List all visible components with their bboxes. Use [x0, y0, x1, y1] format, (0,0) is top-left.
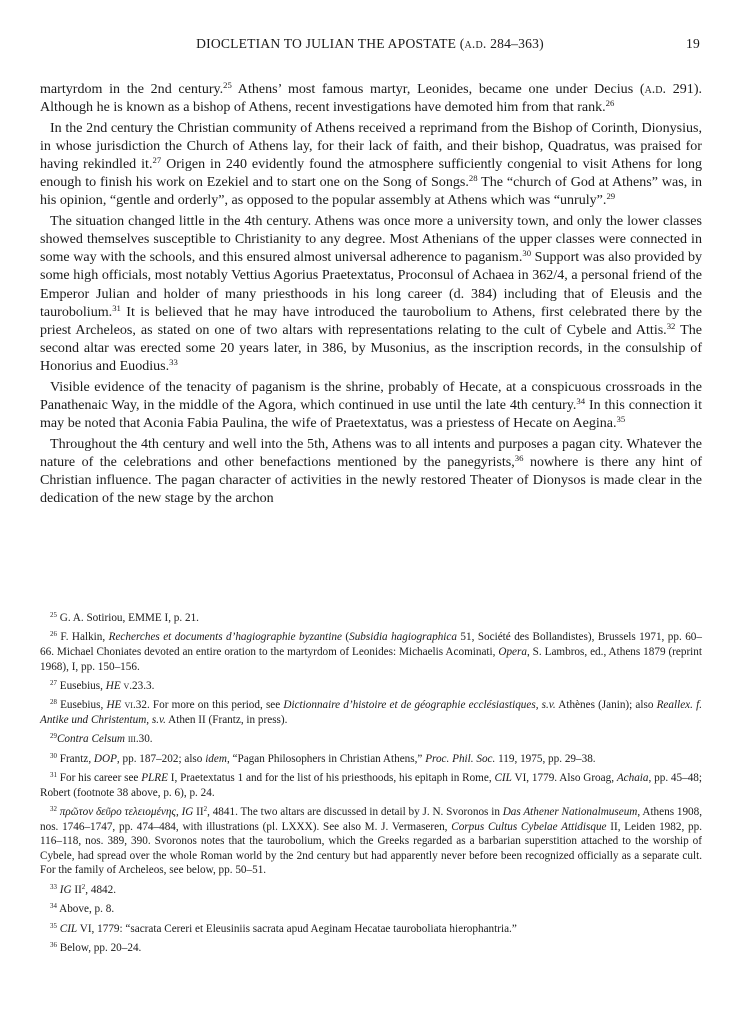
text: Eusebius, — [56, 699, 107, 712]
footnote-28 — [40, 698, 702, 727]
text: , Athens 1908, nos. 1746–1747, pp. 474–484, with illustrations (pl. LXXX). See also M. J. Vermaseren, — [40, 806, 703, 833]
text: The second altar was erected some 20 years later, in 386, by Musonius, as the inscription records, in the consulship of Honorius and Euodius. — [40, 321, 702, 374]
footnote-number: 25 — [50, 610, 57, 619]
series-title: Subsidia hagiographica — [349, 631, 457, 644]
paragraph-1 — [40, 80, 702, 116]
footnote-number: 36 — [50, 941, 57, 950]
page-number: 19 — [686, 36, 700, 51]
footnote-number: 28 — [50, 698, 57, 707]
journal-title: Proc. Phil. Soc. — [425, 752, 496, 765]
paragraph-2 — [40, 119, 702, 209]
chapter-dates: (a.d. 284–363) — [459, 36, 544, 51]
text: I, Praetextatus 1 and for the list of his priesthoods, his epitaph in Rome, — [167, 772, 495, 785]
footnote-ref-36[interactable]: 36 — [514, 452, 524, 463]
greek-quote: πρῶτον δεῦρο τελειομένης — [59, 806, 176, 819]
footnote-25 — [40, 611, 702, 626]
book-title: Recherches et documents d’hagiographie byzantine — [108, 631, 342, 644]
work-title: Contra Celsum — [56, 733, 126, 746]
footnote-35 — [40, 922, 702, 937]
text: It is believed that he may have introduced the taurobolium to Athens, first celebrated there by the priest Archeleos, as stated on one of two altars with representations relating to the cult of Cybele and Attis. — [40, 303, 702, 338]
text: For his career see — [56, 772, 142, 785]
footnote-number: 30 — [50, 751, 57, 760]
book-number: iii — [127, 733, 136, 746]
edition-superscript: 2 — [203, 805, 208, 814]
footnote-number: 33 — [50, 882, 57, 891]
text: Frantz, — [56, 752, 94, 765]
footnote-30 — [40, 752, 702, 767]
edition-superscript: 2 — [81, 882, 86, 891]
footnote-number: 34 — [50, 902, 57, 911]
paragraph-5 — [40, 435, 702, 507]
work-title: idem — [205, 752, 227, 765]
footnote-ref-32[interactable]: 32 — [666, 320, 676, 331]
chapter-title: DIOCLETIAN TO JULIAN THE APOSTATE — [196, 36, 457, 51]
text: nowhere is there any hint of Christian influence. The pagan character of activities in the newly restored Theater of Dionysos is made clear in the dedication of the new stage by the archon — [40, 453, 702, 507]
book-number: vi — [124, 699, 133, 712]
footnote-34 — [40, 902, 702, 917]
running-head — [40, 36, 700, 58]
text: II — [193, 806, 204, 819]
footnote-ref-30[interactable]: 30 — [522, 248, 532, 259]
text: Origen in 240 evidently found the atmosphere sufficiently congenial to visit Athens for long enough to finish his work on Ezekiel and to start one on the Song of Songs. — [40, 156, 702, 191]
footnote-number: 35 — [50, 921, 57, 930]
text: Visible evidence of the tenacity of paganism is the shrine, probably of Hecate, at a conspicuous crossroads in the Panathenaic Way, in the middle of the Agora, which continued in use until the late 4th century. — [40, 378, 702, 413]
paragraph-3 — [40, 212, 702, 374]
text: 291). Although he is known as a bishop of Athens, recent investigations have demoted him from that rank. — [40, 81, 703, 116]
work-title: IG — [181, 806, 194, 819]
text: ( — [341, 631, 350, 644]
work-title: IG — [59, 883, 72, 896]
work-title: Dictionnaire d’histoire et de géographie ecclésiastiques, s.v. — [283, 699, 556, 712]
footnote-ref-35[interactable]: 35 — [616, 413, 626, 424]
work-title: DOP — [93, 752, 117, 765]
footnote-ref-26[interactable]: 26 — [605, 98, 615, 108]
running-title — [40, 36, 700, 52]
text: F. Halkin, — [56, 631, 109, 644]
footnote-27 — [40, 679, 702, 694]
work-title: PLRE — [141, 772, 168, 785]
book-number: v — [123, 679, 130, 692]
work-title: CIL — [59, 922, 78, 935]
footnote-ref-29[interactable]: 29 — [606, 191, 616, 202]
footnote-ref-25[interactable]: 25 — [223, 79, 232, 90]
work-title: HE — [105, 679, 121, 692]
text: Support was also provided by some high officials, most notably Vettius Agorius Praetextatus, Proconsul of Achaea in 362/4, a personal friend of the Emperor Julian and holder of many priesthoods in his long career (d. 384) including that of Eleusis and the taurobolium. — [40, 249, 702, 320]
text: .32. For more on this period, see — [132, 699, 284, 712]
footnote-33 — [40, 883, 702, 898]
footnote-36 — [40, 941, 702, 956]
text: 51, Société des Bollandistes), Brussels 1971, pp. 60–66. Michael Choniates devoted an entire oration to the martyrdom of Leonides: Michaelis Acominati, — [40, 631, 702, 658]
footnote-26 — [40, 630, 702, 674]
work-title: CIL — [494, 772, 512, 785]
text: II — [71, 883, 82, 896]
work-title: Achaia — [616, 772, 649, 785]
text: Below, pp. 20–24. — [56, 942, 142, 955]
footnote-ref-27[interactable]: 27 — [152, 155, 162, 166]
text: The “church of God at Athens” was, in his opinion, “gentle and orderly”, as opposed to the popular assembly at Athens which was “unruly”. — [40, 174, 702, 209]
text: Eusebius, — [56, 679, 106, 692]
footnote-number: 29 — [50, 732, 57, 741]
work-title: HE — [106, 699, 122, 712]
text: martyrdom in the 2nd century. — [40, 81, 224, 97]
footnote-number: 32 — [50, 805, 57, 814]
footnote-ref-34[interactable]: 34 — [576, 395, 586, 406]
text: , pp. 45–48; Robert (footnote 38 above, p. 6), p. 24. — [40, 772, 703, 799]
footnote-number: 27 — [50, 678, 57, 687]
footnote-ref-28[interactable]: 28 — [468, 173, 478, 184]
text: Throughout the 4th century and well into the 5th, Athens was to all intents and purposes a pagan city. Whatever the nature of the celebrations and other benefactions mentioned by the panegyrists, — [40, 435, 702, 470]
text: In the 2nd century the Christian community of Athens received a reprimand from the Bishop of Corinth, Dionysius, in whose jurisdiction the Church of Athens lay, for their lack of faith, and their bishop, Quadratus, was praised for having rekindled it. — [40, 120, 702, 173]
text: , 4841. The two altars are discussed in detail by J. N. Svoronos in — [207, 806, 503, 819]
footnotes — [40, 611, 702, 960]
text: , “Pagan Philosophers in Christian Athens,” — [226, 752, 426, 765]
book-title: Opera — [498, 645, 527, 658]
text: VI, 1779: “sacrata Cereri et Eleusiniis sacrata apud Aeginam Hecatae tauroboliata hierophantria.” — [77, 922, 517, 935]
text: VI, 1779. Also Groag, — [511, 772, 617, 785]
work-title: Corpus Cultus Cybelae Attidisque — [451, 820, 607, 833]
text: In this connection it may be noted that Aconia Fabia Paulina, the wife of Praetextatus, was a priestess of Hecate on Aegina. — [40, 396, 702, 431]
text: , — [175, 806, 182, 819]
text: Athènes (Janin); also — [555, 699, 657, 712]
body-text — [40, 80, 702, 507]
footnote-number: 31 — [50, 771, 57, 780]
text: II, Leiden 1982, pp. 116–118, nos. 389, 390. Svoronos notes that the taurobolium, which the Greeks regarded as a barbarian superstition attached to the worship of Cybele, had spread over the whole Roman world by the 2nd century but had apparently never before been recognized officially as a separate cult. For the family of Archeleos, see below, pp. 50–51. — [40, 820, 703, 877]
paragraph-4 — [40, 378, 702, 432]
footnote-number: 26 — [50, 630, 57, 639]
era-abbrev: a.d. — [644, 81, 667, 97]
text: .23.3. — [129, 679, 155, 692]
text: Above, p. 8. — [56, 903, 115, 916]
text: .30. — [135, 733, 153, 746]
text: , pp. 187–202; also — [116, 752, 206, 765]
text: 119, 1975, pp. 29–38. — [495, 752, 596, 765]
footnote-31 — [40, 771, 702, 800]
text: , 4842. — [85, 883, 117, 896]
text: Athen II (Frantz, in press). — [165, 713, 288, 726]
footnote-ref-31[interactable]: 31 — [112, 302, 121, 313]
footnote-32 — [40, 805, 702, 878]
work-title: Das Athener Nationalmuseum — [502, 806, 638, 819]
text: Athens’ most famous martyr, Leonides, became one under Decius ( — [231, 81, 645, 97]
text: , S. Lambros, ed., Athens 1879 (reprint 1968), I, pp. 150–156. — [40, 645, 702, 673]
work-title: Reallex. f. Antike und Christentum, s.v. — [40, 699, 702, 726]
footnote-ref-33[interactable]: 33 — [169, 356, 178, 367]
text: The situation changed little in the 4th century. Athens was once more a university town, and only the lower classes showed themselves susceptible to Christianity to any degree. Most Athenians of the upper classes were connected in some way with the schools, and this ensured almost universal adherence to paganism. — [40, 213, 702, 266]
text: G. A. Sotiriou, EMME I, p. 21. — [56, 612, 199, 624]
footnote-29 — [40, 732, 702, 747]
